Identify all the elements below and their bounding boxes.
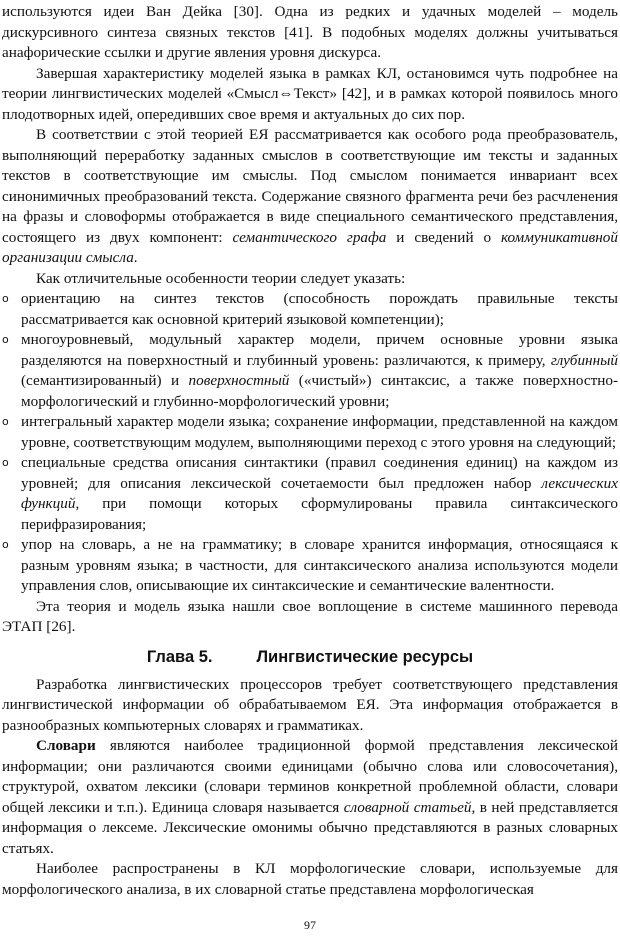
list-item-text: ориентацию на синтез текстов (способность порождать правильные тексты рассматривается как основной критерий языковой компетенции);	[21, 290, 618, 328]
paragraph-3-text-a: В соответствии с этой теорией ЕЯ рассматривается как особого рода преобразователь, выполняющий переработку заданных смыслов в соответствующие им тексты и заданных текстов в соответствующие им смыслы. Под смыслом понимается инвариант всех синонимичных преобразований текста. Содержание связного фрагмента речи без расчленения на фразы и словоформы отображается в виде специального семантического представления, состоящего из двух компонент:	[2, 126, 618, 246]
bullet-marker: o	[2, 292, 9, 305]
term-surface: поверхностный	[188, 372, 290, 389]
paragraph-7	[2, 736, 618, 859]
list-item-text: интегральный характер модели языка; сохранение информации, представленной на каждом уровне, соответствующим модулем, выполняющими переход с этого уровня на следующий;	[21, 413, 618, 451]
bullet-marker: o	[2, 333, 9, 346]
list-item	[2, 453, 618, 535]
paragraph-1: используются идеи Ван Дейка [30]. Одна из редких и удачных моделей – модель дискурсивного синтеза связных текстов [41]. В подобных моделях должны учитываться анафорические ссылки и другие явления уровня дискурса.	[2, 3, 618, 61]
paragraph-3-text-c: .	[133, 249, 138, 266]
bullet-marker: o	[2, 415, 9, 428]
term-dictionary-entry: словарной статьей	[343, 798, 472, 816]
list-item-text-c: («чистый») синтаксис, а также поверхностно-морфологический и глубинно-морфологический уровни;	[21, 372, 618, 410]
list-item-text: упор на словарь, а не на грамматику; в словаре хранится информация, относящаяся к разным уровням языка; в частности, для синтаксического анализа используются модели управления слов, описывающие их синтаксические и семантические валентности.	[21, 536, 618, 594]
list-item-text-b: , при помощи которых сформулированы правила синтаксического перифразирования;	[21, 495, 618, 533]
list-item-text-b: (семантизированный) и	[21, 372, 189, 389]
body-text	[2, 2, 618, 900]
paragraph-3-text-b: и сведений о	[386, 228, 501, 246]
paragraph-2: Завершая характеристику моделей языка в рамках КЛ, остановимся чуть подробнее на теории лингвистических моделей «Смысл⇔Текст» [42], и в рамках которой появилось много плодотворных идей, опередивших свое время и актуальных до сих пор.	[2, 64, 618, 123]
list-item	[2, 412, 618, 453]
list-item	[2, 535, 618, 597]
paragraph-7-text-a: являются наиболее традиционной формой представления лексической информации; они различаются своими единицами (обычно слова или словосочетания), структурой, охватом лексики (словари терминов конкретной проблемной области, словари общей лексики и т.п.). Единица словаря называется	[2, 737, 618, 816]
bullet-marker: o	[2, 456, 9, 469]
paragraph-5: Эта теория и модель языка нашли свое воплощение в системе машинного перевода ЭТАП [26].	[2, 597, 618, 635]
chapter-title: Лингвистические ресурсы	[256, 647, 474, 666]
paragraph-8: Наиболее распространены в КЛ морфологические словари, используемые для морфологического анализа, в их словарной статье представлена морфологическая	[2, 860, 618, 898]
page-number: 97	[304, 918, 316, 932]
term-semantic-graph: семантического графа	[232, 228, 387, 246]
chapter-number: Глава 5.	[146, 647, 213, 666]
features-list	[2, 289, 618, 597]
list-item	[2, 330, 618, 412]
paragraph-4: Как отличительные особенности теории следует указать:	[36, 269, 406, 287]
paragraph-3	[2, 125, 618, 269]
list-item-text-a: специальные средства описания синтактики (правил соединения единиц) на каждом из уровней; для описания лексической сочетаемости был предложен набор	[21, 454, 618, 492]
paragraph-7-text-b: , в ней представляется информация о лексеме. Лексические омонимы обычно представляются в разных словарных статьях.	[2, 798, 618, 857]
term-deep: глубинный	[550, 351, 618, 369]
list-item-text-a: многоуровневый, модульный характер модели, причем основные уровни языка разделяются на поверхностный и глубинный уровень: различаются, к примеру,	[21, 331, 618, 369]
list-item	[2, 289, 618, 330]
term-lexical-functions: лексических функций	[21, 474, 618, 512]
term-dictionaries: Словари	[36, 737, 96, 754]
bullet-marker: o	[2, 538, 9, 551]
paragraph-6: Разработка лингвистических процессоров требует соответствующего представления лингвистической информации об обрабатываемом ЕЯ. Эта информация отображается в разнообразных компьютерных словарях и грамматиках.	[2, 675, 618, 734]
term-communicative-organization: коммуникативной организации смысла	[2, 228, 618, 266]
chapter-heading	[2, 646, 618, 668]
